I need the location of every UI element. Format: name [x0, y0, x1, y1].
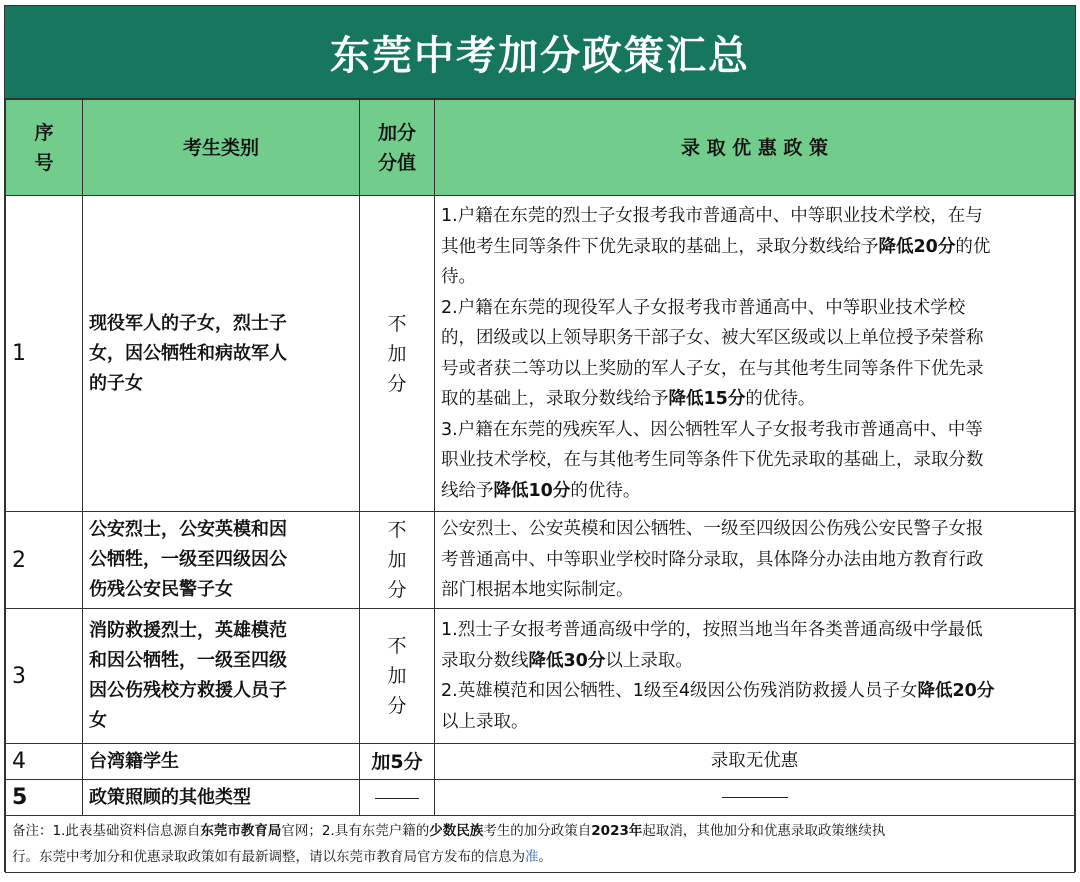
policy-table: [5, 99, 1075, 873]
row-category: 政策照顾的其他类型: [83, 780, 360, 816]
row-policy: [435, 512, 1075, 609]
policy-document: [4, 5, 1076, 872]
table-row: [6, 780, 1075, 816]
note-row: [6, 816, 1075, 873]
row-policy: [435, 780, 1075, 816]
row-points: 不 加 分: [360, 609, 435, 744]
policy-line: 取的基础上，录取分数线给予降低15分的优待。: [441, 389, 816, 409]
table-header-row: [6, 100, 1075, 196]
row-category: 公安烈士，公安英模和因 公牺牲，一级至四级因公 伤残公安民警子女: [83, 512, 360, 609]
row-category: 现役军人的子女，烈士子 女，因公牺牲和病故军人 的子女: [83, 196, 360, 512]
row-points: 不 加 分: [360, 512, 435, 609]
row-policy: 录取无优惠: [435, 744, 1075, 780]
policy-line: 考普通高中、中等职业学校时降分录取，具体降分办法由地方教育行政: [441, 549, 984, 570]
dash-mark: [722, 797, 788, 798]
policy-line: 其他考生同等条件下优先录取的基础上，录取分数线给予降低20分的优: [441, 236, 991, 257]
policy-line: 号或者获二等功以上奖励的军人子女，在与其他考生同等条件下优先录: [441, 358, 984, 379]
policy-line: 3.户籍在东莞的残疾军人、因公牺牲军人子女报考我市普通高中、中等: [441, 419, 983, 440]
table-row: [6, 512, 1075, 609]
row-policy: [435, 609, 1075, 744]
policy-line: 线给予降低10分的优待。: [441, 480, 641, 501]
policy-line: 部门根据本地实际制定。: [441, 580, 634, 601]
row-number: 4: [6, 744, 83, 780]
footnote: 备注：1.此表基础资料信息源自东莞市教育局官网；2.具有东莞户籍的少数民族考生的加分政策自2023年起取消，其他加分和优惠录取政策继续执 行。东莞中考加分和优惠录取政策如有最新调整，请以东莞市教育局官方发布的信息为准。: [6, 816, 1075, 873]
table-row: [6, 196, 1075, 512]
row-category: 台湾籍学生: [83, 744, 360, 780]
policy-line: 职业技术学校，在与其他考生同等条件下优先录取的基础上，录取分数: [441, 450, 984, 470]
header-policy: 录 取 优 惠 政 策: [435, 100, 1075, 196]
row-number: 1: [6, 196, 83, 512]
policy-line: 公安烈士、公安英模和因公牺牲、一级至四级因公伤残公安民警子女报: [441, 519, 984, 540]
header-seq: 序 号: [6, 100, 83, 196]
dash-mark: [375, 798, 419, 799]
row-number: 3: [6, 609, 83, 744]
policy-line: 2.英雄模范和因公牺牲、1级至4级因公伤残消防救援人员子女降低20分: [441, 681, 995, 701]
header-category: 考生类别: [83, 100, 360, 196]
policy-line: 的，团级或以上领导职务干部子女、被大军区级或以上单位授予荣誉称: [441, 328, 984, 348]
table-row: [6, 609, 1075, 744]
policy-line: 2.户籍在东莞的现役军人子女报考我市普通高中、中等职业技术学校: [441, 297, 966, 318]
policy-line: 1.烈士子女报考普通高级中学的，按照当地当年各类普通高级中学最低: [441, 620, 983, 640]
row-points: [360, 780, 435, 816]
row-policy: [435, 196, 1075, 512]
row-points: 不 加 分: [360, 196, 435, 512]
row-points: 加5分: [360, 744, 435, 780]
row-number: 5: [6, 780, 83, 816]
policy-line: 以上录取。: [441, 711, 529, 732]
table-row: [6, 744, 1075, 780]
page-title: 东莞中考加分政策汇总: [5, 6, 1075, 99]
policy-line: 1.户籍在东莞的烈士子女报考我市普通高中、中等职业技术学校，在与: [441, 206, 983, 226]
policy-line: 录取分数线降低30分以上录取。: [441, 650, 693, 671]
row-category: 消防救援烈士，英雄模范 和因公牺牲，一级至四级 因公伤残校方救援人员子 女: [83, 609, 360, 744]
row-number: 2: [6, 512, 83, 609]
policy-line: 待。: [441, 267, 476, 287]
header-points: 加分 分值: [360, 100, 435, 196]
